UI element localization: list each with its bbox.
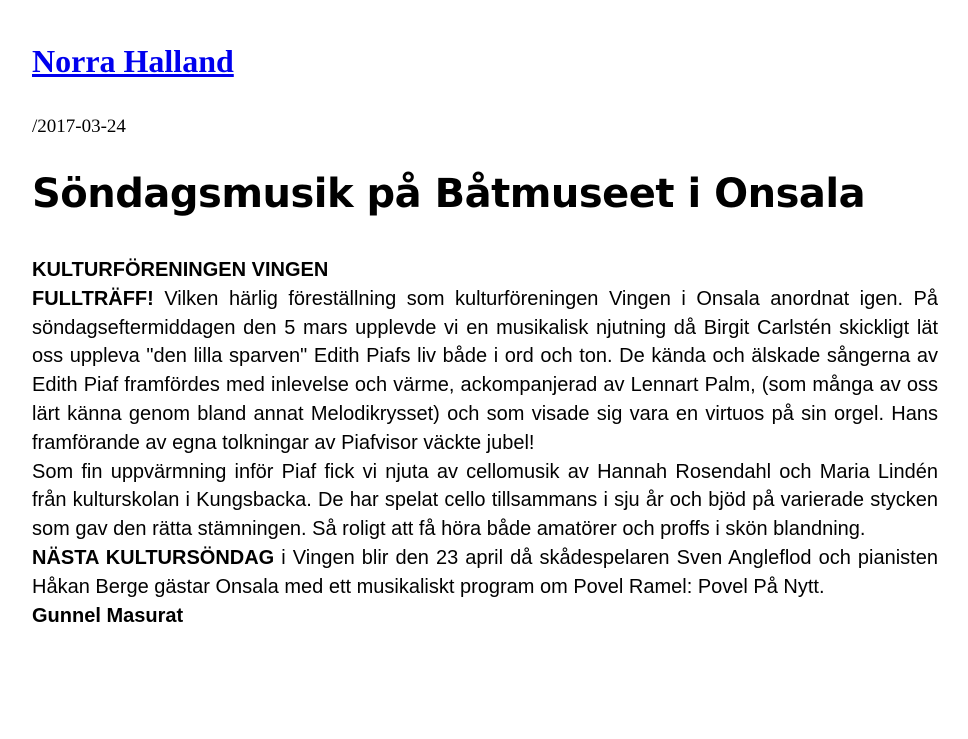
paragraph-2-text: Som fin uppvärmning inför Piaf fick vi njuta av cellomusik av Hannah Rosendahl och Maria Lindén från kulturskolan i Kungsbacka. De har spelat cello tillsammans i sju år och bjöd på varierade stycken som gav den rätta stämningen. Så roligt att få höra både amatörer och proffs i skön blandning. xyxy=(32,460,938,541)
article-body xyxy=(32,256,938,630)
paragraph-1-lead: FULLTRÄFF! xyxy=(32,287,154,310)
author-line xyxy=(32,602,938,631)
organization-name: KULTURFÖRENINGEN VINGEN xyxy=(32,259,329,281)
paragraph-3 xyxy=(32,544,938,602)
site-name-link[interactable]: Norra Halland xyxy=(32,43,234,79)
publish-date: /2017-03-24 xyxy=(32,116,126,137)
author-name: Gunnel Masurat xyxy=(32,604,184,627)
paragraph-3-lead: NÄSTA KULTURSÖNDAG xyxy=(32,546,275,569)
paragraph-3-text: i Vingen blir den 23 april då skådespelaren Sven Angleflod och pianisten Håkan Berge gästar Onsala med ett musikaliskt program om Povel Ramel: Povel På Nytt. xyxy=(32,546,938,598)
organization-line xyxy=(32,256,938,285)
paragraph-1-text: Vilken härlig föreställning som kulturföreningen Vingen i Onsala anordnat igen. På söndagseftermiddagen den 5 mars upplevde vi en musikalisk njutning då Birgit Carlstén skickligt lät oss uppleva "den lilla sparven" Edith Piafs liv både i ord och ton. De kända och älskade sångerna av Edith Piaf framfördes med inlevelse och värme, ackompanjerad av Lennart Palm, (som många av oss lärt känna genom bland annat Melodikrysset) och som visade sig vara en virtuos på sin orgel. Hans framförande av egna tolkningar av Piafvisor väckte jubel! xyxy=(32,287,938,454)
paragraph-1 xyxy=(32,285,938,458)
paragraph-2 xyxy=(32,458,938,544)
article-title: Söndagsmusik på Båtmuseet i Onsala xyxy=(32,171,866,217)
